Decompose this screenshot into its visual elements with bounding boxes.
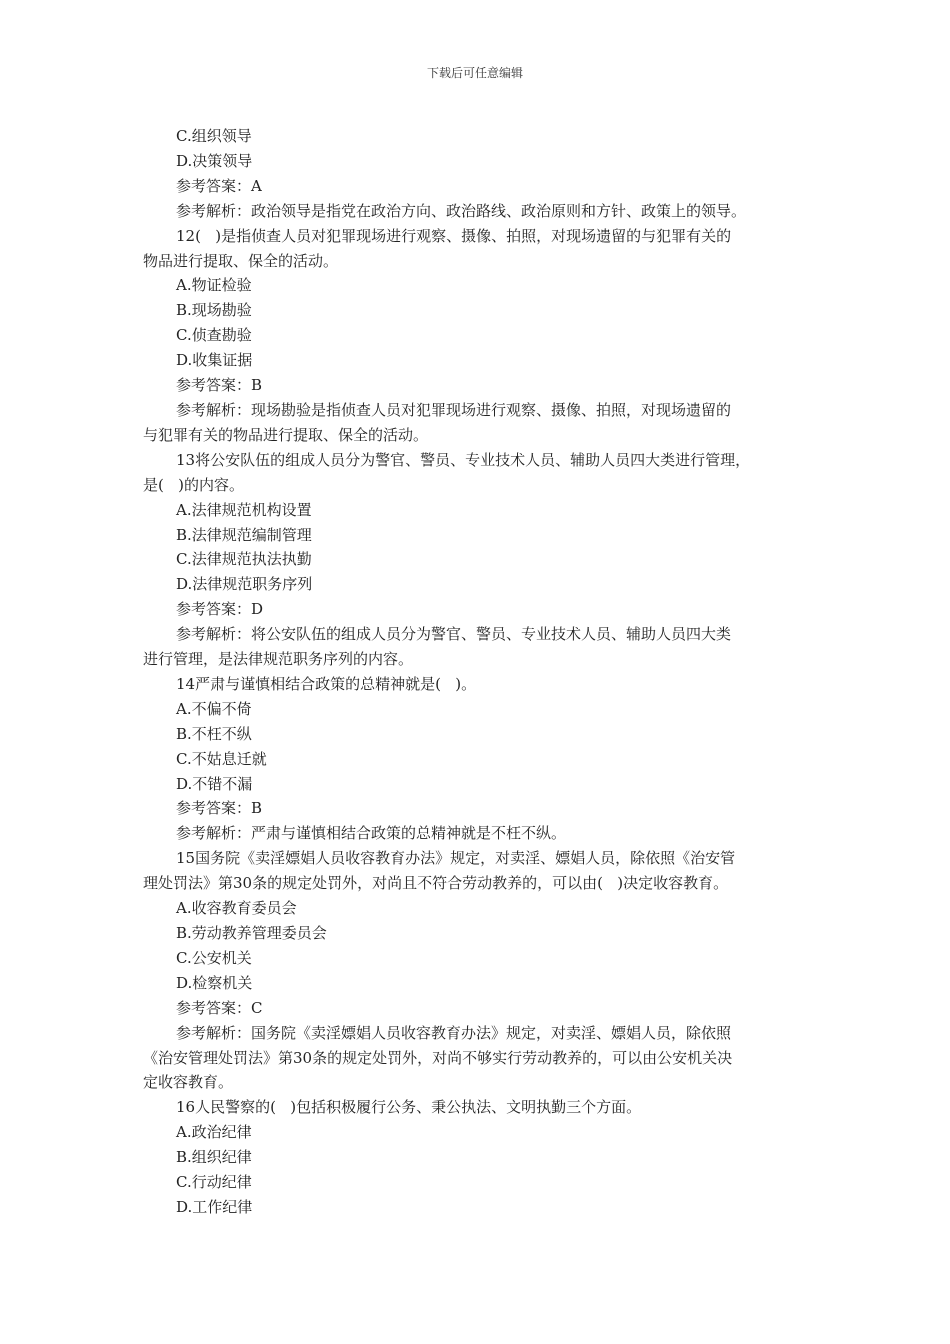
text-line: 15国务院《卖淫嫖娼人员收容教育办法》规定，对卖淫、嫖娼人员，除依照《治安管 [176, 849, 736, 868]
text-line: 参考解析：国务院《卖淫嫖娼人员收容教育办法》规定，对卖淫、嫖娼人员，除依照 [176, 1023, 732, 1042]
text-line: A.法律规范机构设置 [176, 500, 312, 519]
text-line: D.决策领导 [176, 151, 253, 170]
text-line: 进行管理，是法律规范职务序列的内容。 [143, 650, 414, 669]
text-line: A.收容教育委员会 [176, 899, 297, 918]
text-line: 13将公安队伍的组成人员分为警官、警员、专业技术人员、辅助人员四大类进行管理， [176, 450, 751, 469]
text-line: 参考解析：将公安队伍的组成人员分为警官、警员、专业技术人员、辅助人员四大类 [176, 625, 732, 644]
text-line: 定收容教育。 [143, 1073, 234, 1092]
text-line: B.不枉不纵 [176, 724, 252, 743]
text-line: 参考答案：B [176, 376, 263, 395]
text-line: 16人民警察的( )包括积极履行公务、秉公执法、文明执勤三个方面。 [176, 1098, 642, 1117]
text-line: 14严肃与谨慎相结合政策的总精神就是( )。 [176, 674, 477, 693]
text-line: 参考解析：严肃与谨慎相结合政策的总精神就是不枉不纵。 [176, 824, 567, 843]
text-line: B.劳动教养管理委员会 [176, 924, 327, 942]
text-line: A.政治纪律 [176, 1123, 252, 1142]
text-line: A.不偏不倚 [176, 699, 252, 718]
text-line: D.收集证据 [176, 351, 253, 370]
text-line: 是( )的内容。 [143, 475, 245, 494]
text-line: B.法律规范编制管理 [176, 525, 312, 544]
text-line: 物品进行提取、保全的活动。 [143, 251, 339, 270]
text-line: 参考解析：现场勘验是指侦查人员对犯罪现场进行观察、摄像、拍照，对现场遗留的 [176, 400, 732, 419]
text-line: C.侦查勘验 [176, 326, 252, 345]
text-line: 参考答案：D [176, 600, 264, 619]
text-line: C.组织领导 [176, 127, 252, 145]
text-line: C.法律规范执法执勤 [176, 550, 312, 569]
text-line: 与犯罪有关的物品进行提取、保全的活动。 [143, 425, 429, 444]
text-line: B.现场勘验 [176, 301, 252, 320]
text-line: 12( )是指侦查人员对犯罪现场进行观察、摄像、拍照，对现场遗留的与犯罪有关的 [176, 226, 732, 245]
text-line: 参考答案：C [176, 998, 263, 1017]
text-line: 《治安管理处罚法》第30条的规定处罚外，对尚不够实行劳动教养的，可以由公安机关决 [143, 1048, 733, 1067]
text-line: 参考答案：B [176, 799, 263, 818]
text-line: 参考答案：A [176, 176, 262, 195]
text-line: 理处罚法》第30条的规定处罚外，对尚且不符合劳动教养的，可以由( )决定收容教育。 [143, 874, 729, 893]
text-line: D.法律规范职务序列 [176, 575, 313, 594]
page-header: 下载后可任意编辑 [426, 66, 523, 80]
text-line: C.行动纪律 [176, 1173, 252, 1192]
text-line: C.公安机关 [176, 948, 252, 967]
text-line: B.组织纪律 [176, 1148, 252, 1167]
text-line: 参考解析：政治领导是指党在政治方向、政治路线、政治原则和方针、政策上的领导。 [176, 201, 747, 220]
text-line: C.不姑息迁就 [176, 749, 267, 768]
document-body [143, 124, 808, 1220]
text-line: D.不错不漏 [176, 774, 253, 793]
text-line: D.检察机关 [176, 973, 253, 992]
text-line: D.工作纪律 [176, 1197, 253, 1216]
text-line: A.物证检验 [176, 276, 252, 295]
